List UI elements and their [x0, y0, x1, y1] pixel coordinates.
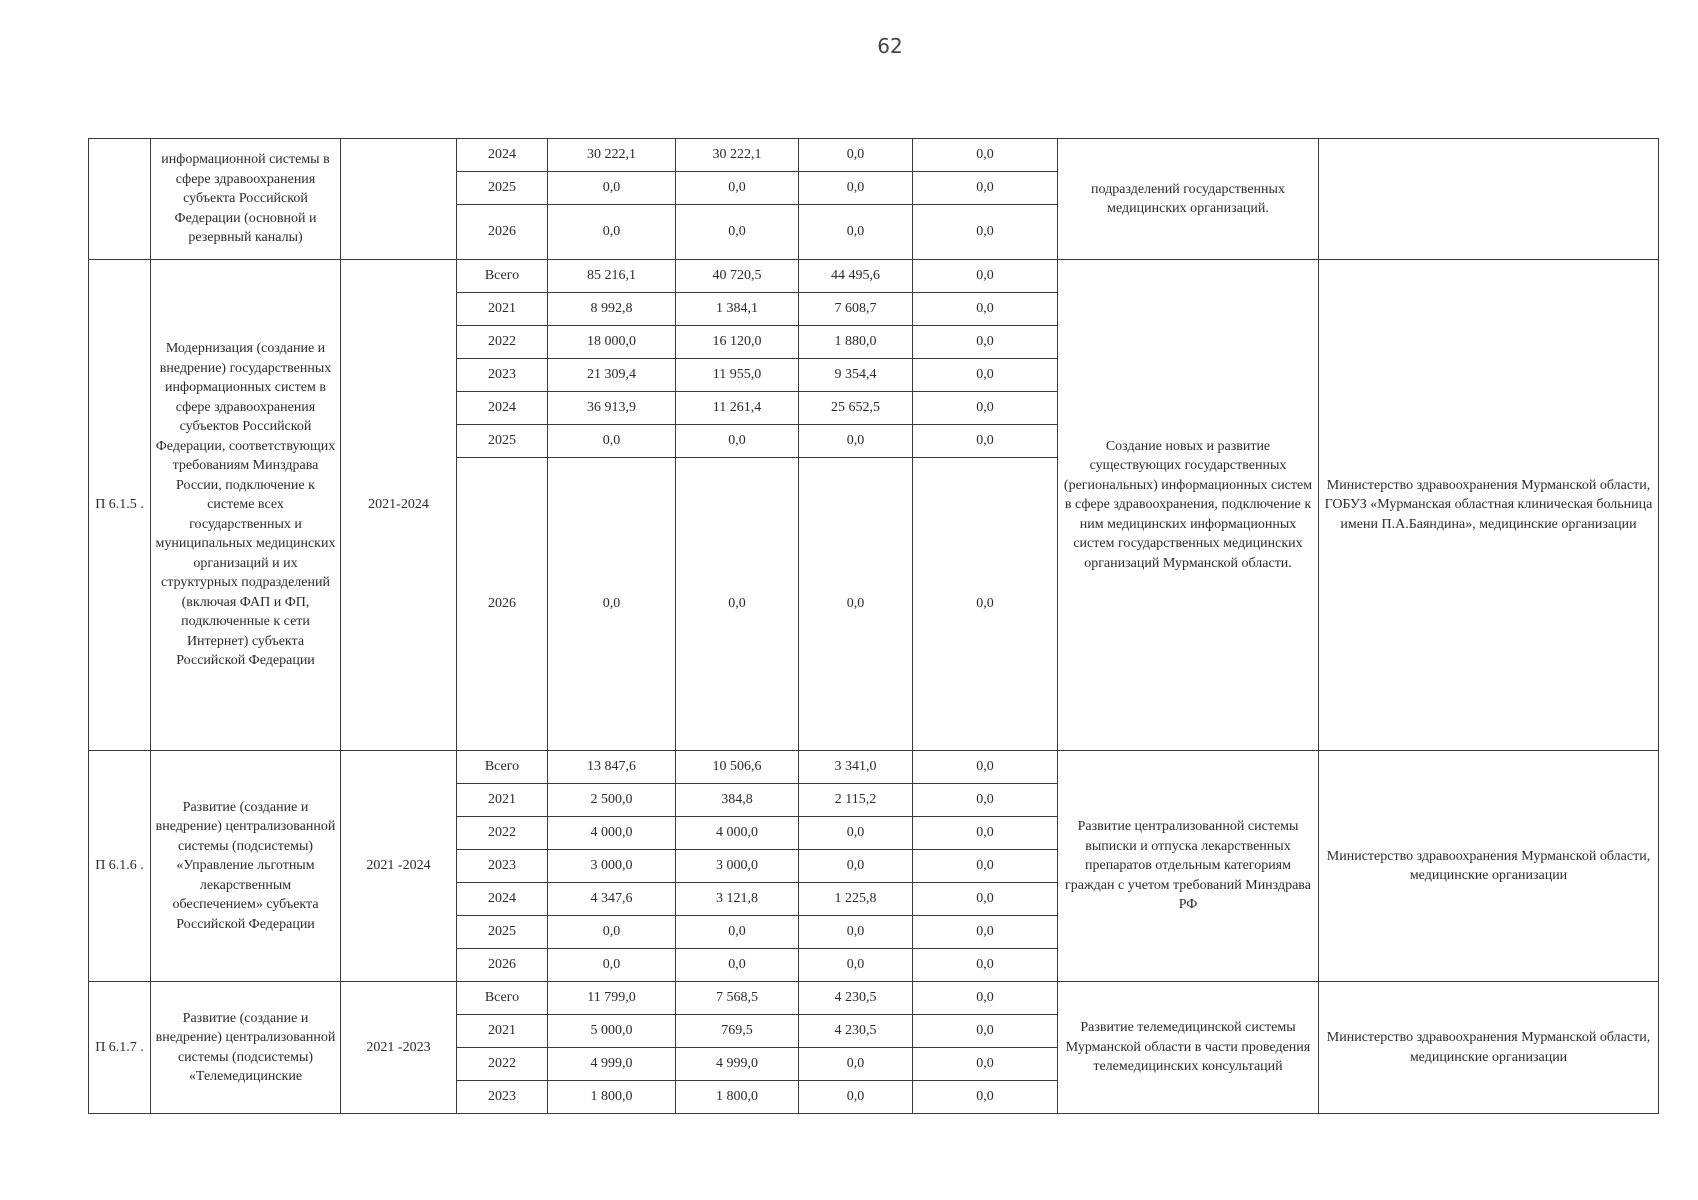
year-cell: 2021 — [457, 293, 548, 326]
amount-cell: 0,0 — [799, 139, 913, 172]
amount-cell: 0,0 — [548, 949, 676, 982]
amount-cell: 0,0 — [913, 751, 1058, 784]
year-cell: 2022 — [457, 1048, 548, 1081]
year-cell: 2023 — [457, 359, 548, 392]
amount-cell: 0,0 — [548, 916, 676, 949]
amount-cell: 10 506,6 — [676, 751, 799, 784]
amount-cell: 0,0 — [913, 883, 1058, 916]
amount-cell: 0,0 — [913, 326, 1058, 359]
amount-cell: 0,0 — [913, 1081, 1058, 1114]
year-cell: 2023 — [457, 850, 548, 883]
amount-cell: 11 955,0 — [676, 359, 799, 392]
amount-cell: 0,0 — [799, 949, 913, 982]
amount-cell: 0,0 — [913, 205, 1058, 260]
amount-cell: 0,0 — [913, 1015, 1058, 1048]
amount-cell: 4 000,0 — [548, 817, 676, 850]
responsible-executor: Министерство здравоохранения Мурманской области, ГОБУЗ «Мурманская областная клиническая больница имени П.А.Баяндина», медицинские организации — [1319, 260, 1659, 751]
expected-result: Создание новых и развитие существующих государственных (региональных) информационных систем в сфере здравоохранения, подключение к ним медицинских информационных систем государственных медицинских организаций Мурманской области. — [1058, 260, 1319, 751]
amount-cell: 769,5 — [676, 1015, 799, 1048]
amount-cell: 40 720,5 — [676, 260, 799, 293]
measure-code: П 6.1.6 . — [89, 751, 151, 982]
amount-cell: 0,0 — [913, 784, 1058, 817]
amount-cell: 44 495,6 — [799, 260, 913, 293]
amount-cell: 0,0 — [913, 916, 1058, 949]
table-row — [89, 260, 1659, 293]
measure-name: Модернизация (создание и внедрение) государственных информационных систем в сфере здравоохранения субъектов Российской Федерации, соответствующих требованиям Минздрава России, подключение к системе всех государственных и муниципальных медицинских организаций и их структурных подразделений (включая ФАП и ФП, подключенные к сети Интернет) субъекта Российской Федерации — [151, 260, 341, 751]
amount-cell: 2 115,2 — [799, 784, 913, 817]
amount-cell: 0,0 — [913, 172, 1058, 205]
amount-cell: 0,0 — [676, 172, 799, 205]
table-body — [89, 139, 1659, 1114]
year-cell: 2025 — [457, 916, 548, 949]
amount-cell: 0,0 — [913, 139, 1058, 172]
measure-period: 2021 -2024 — [341, 751, 457, 982]
amount-cell: 0,0 — [913, 458, 1058, 751]
amount-cell: 1 384,1 — [676, 293, 799, 326]
expected-result: подразделений государственных медицинских организаций. — [1058, 139, 1319, 260]
year-cell: Всего — [457, 260, 548, 293]
amount-cell: 0,0 — [913, 817, 1058, 850]
year-cell: 2021 — [457, 784, 548, 817]
amount-cell: 384,8 — [676, 784, 799, 817]
amount-cell: 0,0 — [913, 1048, 1058, 1081]
year-cell: 2026 — [457, 458, 548, 751]
responsible-executor: Министерство здравоохранения Мурманской области, медицинские организации — [1319, 751, 1659, 982]
amount-cell: 0,0 — [676, 949, 799, 982]
amount-cell: 1 800,0 — [676, 1081, 799, 1114]
amount-cell: 0,0 — [913, 260, 1058, 293]
year-cell: 2024 — [457, 883, 548, 916]
amount-cell: 1 225,8 — [799, 883, 913, 916]
amount-cell: 3 341,0 — [799, 751, 913, 784]
amount-cell: 0,0 — [799, 205, 913, 260]
amount-cell: 0,0 — [799, 458, 913, 751]
table-row — [89, 751, 1659, 784]
amount-cell: 0,0 — [799, 817, 913, 850]
year-cell: 2022 — [457, 326, 548, 359]
amount-cell: 5 000,0 — [548, 1015, 676, 1048]
responsible-executor: Министерство здравоохранения Мурманской области, медицинские организации — [1319, 982, 1659, 1114]
amount-cell: 3 121,8 — [676, 883, 799, 916]
measure-period — [341, 139, 457, 260]
amount-cell: 0,0 — [676, 916, 799, 949]
expected-result: Развитие централизованной системы выписки и отпуска лекарственных препаратов отдельным категориям граждан с учетом требований Минздрава РФ — [1058, 751, 1319, 982]
amount-cell: 4 999,0 — [676, 1048, 799, 1081]
amount-cell: 85 216,1 — [548, 260, 676, 293]
year-cell: 2025 — [457, 425, 548, 458]
amount-cell: 9 354,4 — [799, 359, 913, 392]
year-cell: Всего — [457, 751, 548, 784]
year-cell: Всего — [457, 982, 548, 1015]
year-cell: 2021 — [457, 1015, 548, 1048]
amount-cell: 0,0 — [799, 1081, 913, 1114]
amount-cell: 0,0 — [913, 425, 1058, 458]
amount-cell: 0,0 — [799, 1048, 913, 1081]
year-cell: 2024 — [457, 392, 548, 425]
amount-cell: 0,0 — [913, 359, 1058, 392]
amount-cell: 7 568,5 — [676, 982, 799, 1015]
amount-cell: 16 120,0 — [676, 326, 799, 359]
measure-name: информационной системы в сфере здравоохранения субъекта Российской Федерации (основной и резервный каналы) — [151, 139, 341, 260]
amount-cell: 4 230,5 — [799, 982, 913, 1015]
page-number: 62 — [877, 34, 903, 58]
amount-cell: 25 652,5 — [799, 392, 913, 425]
amount-cell: 3 000,0 — [548, 850, 676, 883]
measure-code: П 6.1.7 . — [89, 982, 151, 1114]
amount-cell: 0,0 — [913, 392, 1058, 425]
amount-cell: 8 992,8 — [548, 293, 676, 326]
amount-cell: 18 000,0 — [548, 326, 676, 359]
table-row — [89, 139, 1659, 172]
measure-period: 2021-2024 — [341, 260, 457, 751]
amount-cell: 0,0 — [548, 205, 676, 260]
amount-cell: 0,0 — [799, 172, 913, 205]
year-cell: 2022 — [457, 817, 548, 850]
amount-cell: 0,0 — [913, 850, 1058, 883]
program-table — [88, 138, 1659, 1114]
amount-cell: 7 608,7 — [799, 293, 913, 326]
year-cell: 2025 — [457, 172, 548, 205]
amount-cell: 21 309,4 — [548, 359, 676, 392]
measure-name: Развитие (создание и внедрение) централизованной системы (подсистемы) «Управление льготным лекарственным обеспечением» субъекта Российской Федерации — [151, 751, 341, 982]
measure-code — [89, 139, 151, 260]
amount-cell: 11 261,4 — [676, 392, 799, 425]
amount-cell: 4 999,0 — [548, 1048, 676, 1081]
amount-cell: 1 880,0 — [799, 326, 913, 359]
measure-code: П 6.1.5 . — [89, 260, 151, 751]
amount-cell: 0,0 — [548, 425, 676, 458]
amount-cell: 30 222,1 — [676, 139, 799, 172]
amount-cell: 4 230,5 — [799, 1015, 913, 1048]
amount-cell: 3 000,0 — [676, 850, 799, 883]
amount-cell: 11 799,0 — [548, 982, 676, 1015]
amount-cell: 0,0 — [799, 916, 913, 949]
amount-cell: 0,0 — [676, 458, 799, 751]
amount-cell: 1 800,0 — [548, 1081, 676, 1114]
measure-name: Развитие (создание и внедрение) централизованной системы (подсистемы) «Телемедицинские — [151, 982, 341, 1114]
amount-cell: 0,0 — [799, 425, 913, 458]
amount-cell: 0,0 — [799, 850, 913, 883]
amount-cell: 0,0 — [913, 949, 1058, 982]
amount-cell: 4 000,0 — [676, 817, 799, 850]
table-row — [89, 982, 1659, 1015]
year-cell: 2023 — [457, 1081, 548, 1114]
amount-cell: 2 500,0 — [548, 784, 676, 817]
amount-cell: 0,0 — [548, 172, 676, 205]
amount-cell: 0,0 — [913, 293, 1058, 326]
expected-result: Развитие телемедицинской системы Мурманской области в части проведения телемедицинских консультаций — [1058, 982, 1319, 1114]
amount-cell: 4 347,6 — [548, 883, 676, 916]
amount-cell: 36 913,9 — [548, 392, 676, 425]
amount-cell: 13 847,6 — [548, 751, 676, 784]
year-cell: 2024 — [457, 139, 548, 172]
year-cell: 2026 — [457, 205, 548, 260]
amount-cell: 0,0 — [676, 205, 799, 260]
amount-cell: 0,0 — [913, 982, 1058, 1015]
measure-period: 2021 -2023 — [341, 982, 457, 1114]
amount-cell: 0,0 — [548, 458, 676, 751]
year-cell: 2026 — [457, 949, 548, 982]
amount-cell: 0,0 — [676, 425, 799, 458]
amount-cell: 30 222,1 — [548, 139, 676, 172]
responsible-executor — [1319, 139, 1659, 260]
